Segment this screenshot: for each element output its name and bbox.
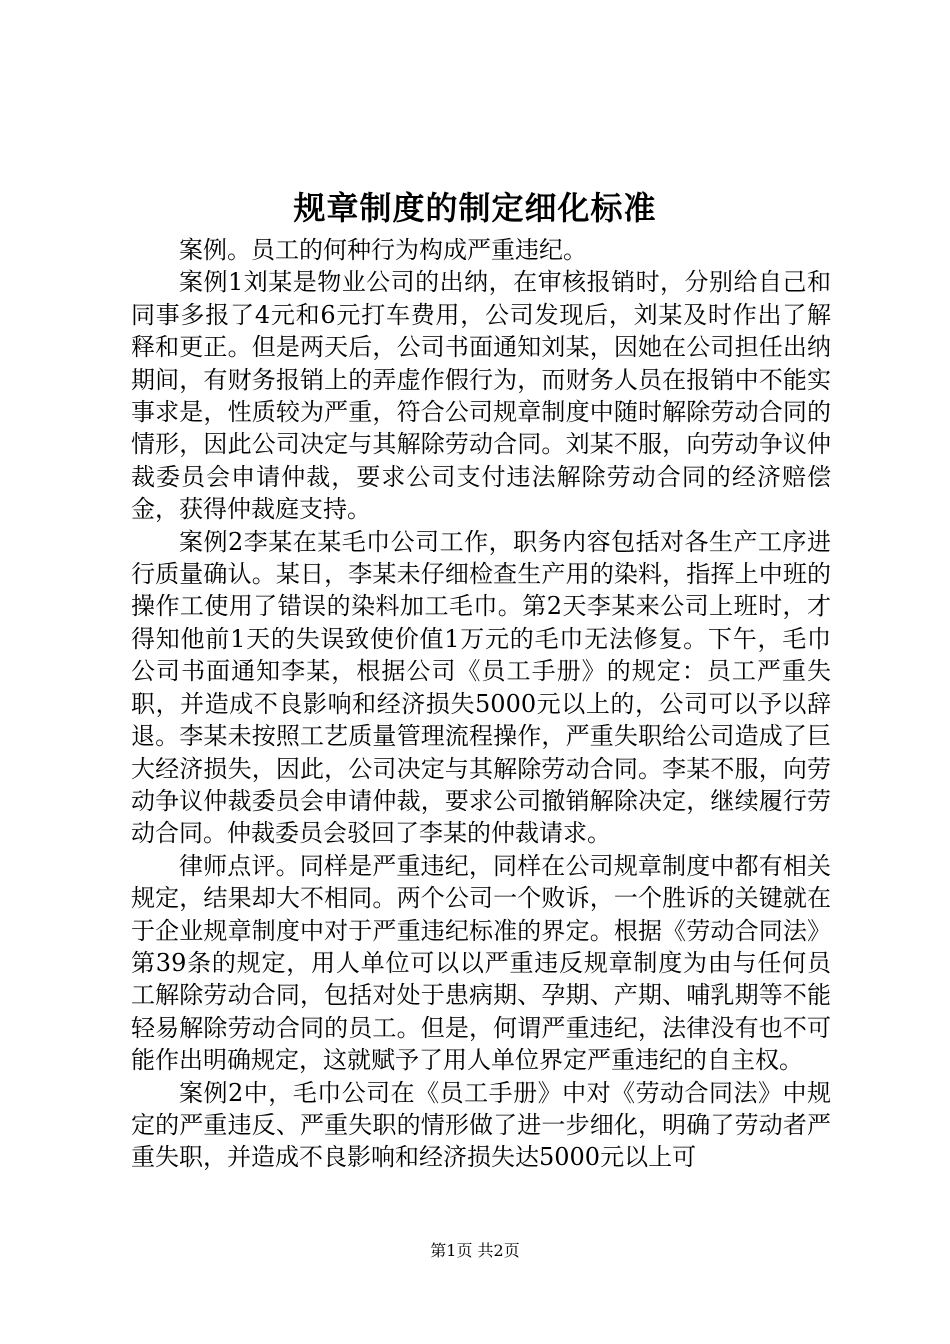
- paragraph-case-2-analysis: 案例2中，毛巾公司在《员工手册》中对《劳动合同法》中规定的严重违反、严重失职的情形做了进一步细化，明确了劳动者严重失职，并造成不良影响和经济损失达5000元以上可: [131, 1078, 831, 1172]
- document-title: 规章制度的制定细化标准: [293, 189, 657, 227]
- paragraph-case-1: 案例1刘某是物业公司的出纳，在审核报销时，分别给自己和同事多报了4元和6元打车费用，公司发现后，刘某及时作出了解释和更正。但是两天后，公司书面通知刘某，因她在公司担任出纳期间，有财务报销上的弄虚作假行为，而财务人员在报销中不能实事求是，性质较为严重，符合公司规章制度中随时解除劳动合同的情形，因此公司决定与其解除劳动合同。刘某不服，向劳动争议仲裁委员会申请仲裁，要求公司支付违法解除劳动合同的经济赔偿金，获得仲裁庭支持。: [131, 268, 831, 524]
- document-body: [131, 234, 831, 1174]
- paragraph-lawyer-comment: 律师点评。同样是严重违纪，同样在公司规章制度中都有相关规定，结果却大不相同。两个公司一个败诉，一个胜诉的关键就在于企业规章制度中对于严重违纪标准的界定。根据《劳动合同法》第39条的规定，用人单位可以以严重违反规章制度为由与任何员工解除劳动合同，包括对处于患病期、孕期、产期、哺乳期等不能轻易解除劳动合同的员工。但是，何谓严重违纪，法律没有也不可能作出明确规定，这就赋予了用人单位界定严重违纪的自主权。: [131, 851, 831, 1075]
- paragraph-intro: 案例。员工的何种行为构成严重违纪。: [179, 236, 587, 264]
- page-footer: 第1页 共2页: [430, 1241, 520, 1260]
- paragraph-case-2: 案例2李某在某毛巾公司工作，职务内容包括对各生产工序进行质量确认。某日，李某未仔细检查生产用的染料，指挥上中班的操作工使用了错误的染料加工毛巾。第2天李某来公司上班时，才得知他前1天的失误致使价值1万元的毛巾无法修复。下午，毛巾公司书面通知李某，根据公司《员工手册》的规定：员工严重失职，并造成不良影响和经济损失5000元以上的，公司可以予以辞退。李某未按照工艺质量管理流程操作，严重失职给公司造成了巨大经济损失，因此，公司决定与其解除劳动合同。李某不服，向劳动争议仲裁委员会申请仲裁，要求公司撤销解除决定，继续履行劳动合同。仲裁委员会驳回了李某的仲裁请求。: [131, 527, 831, 848]
